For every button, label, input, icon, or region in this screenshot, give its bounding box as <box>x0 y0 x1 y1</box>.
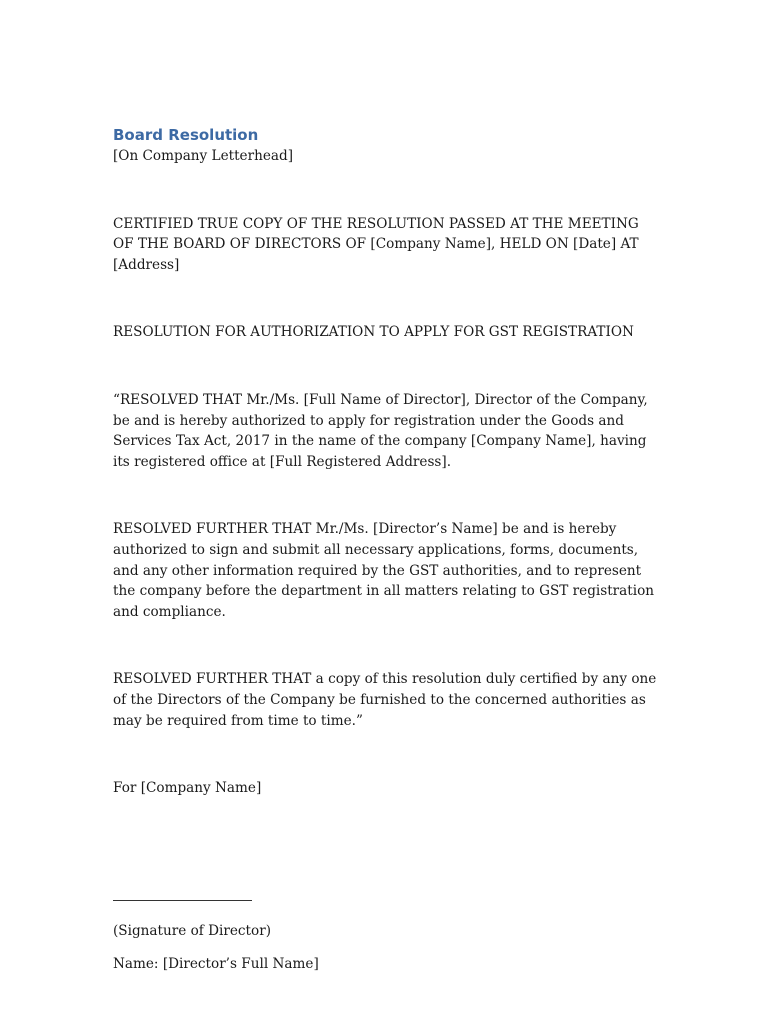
certified-heading: CERTIFIED TRUE COPY OF THE RESOLUTION PASSED AT THE MEETING OF THE BOARD OF DIRECTORS OF [Company Name], HELD ON [Date] AT [Address] <box>113 215 639 273</box>
director-name-line: Name: [Director’s Full Name] <box>113 956 319 973</box>
signature-line <box>113 887 252 901</box>
resolution-heading: RESOLUTION FOR AUTHORIZATION TO APPLY FOR GST REGISTRATION <box>113 324 634 341</box>
for-company-line: For [Company Name] <box>113 780 262 797</box>
signature-caption: (Signature of Director) <box>113 922 271 939</box>
document-title: Board Resolution <box>113 126 259 144</box>
document-body <box>113 124 658 975</box>
letterhead-note: [On Company Letterhead] <box>113 148 294 164</box>
resolution-paragraph-1: “RESOLVED THAT Mr./Ms. [Full Name of Director], Director of the Company, be and is hereby authorized to apply for registration under the Goods and Services Tax Act, 2017 in the name of the company [Company Name], having its registered office at [Full Registered Address]. <box>113 391 648 470</box>
resolution-paragraph-3: RESOLVED FURTHER THAT a copy of this resolution duly certified by any one of the Directors of the Company be furnished to the concerned authorities as may be required from time to time.” <box>113 671 657 729</box>
resolution-paragraph-2: RESOLVED FURTHER THAT Mr./Ms. [Director’s Name] be and is hereby authorized to sign and submit all necessary applications, forms, documents, and any other information required by the GST authorities, and to represent the company before the department in all matters relating to GST registration and compliance. <box>113 521 655 620</box>
